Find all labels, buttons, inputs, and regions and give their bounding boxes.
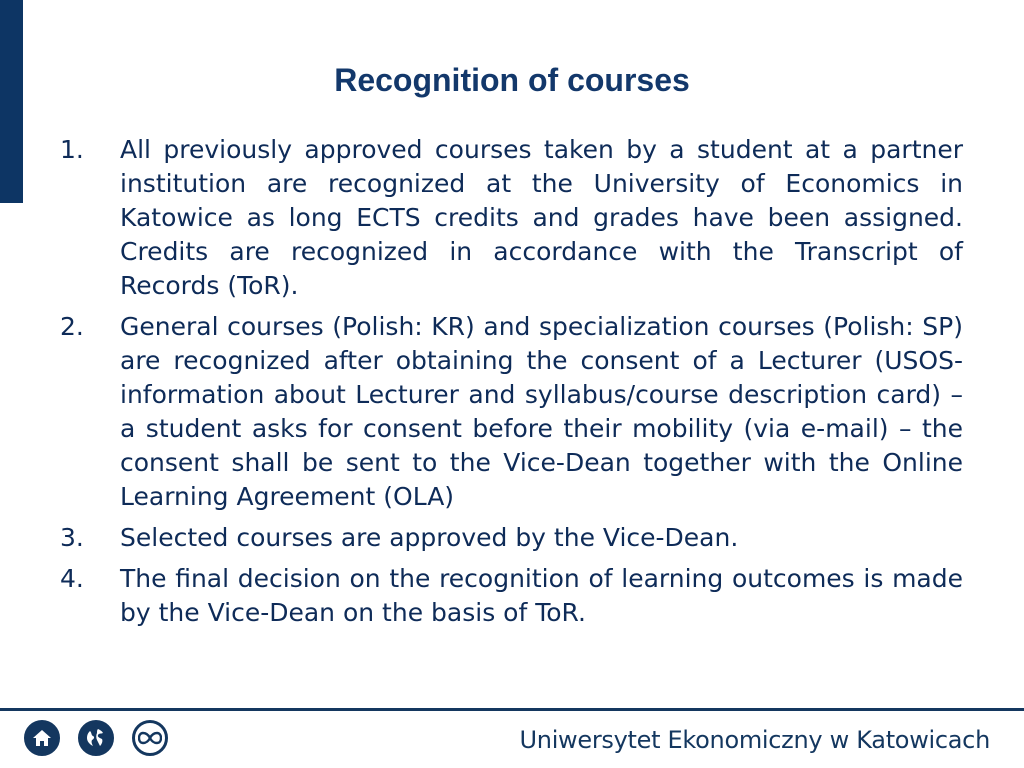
list-item	[60, 133, 963, 303]
globe-icon[interactable]	[78, 720, 114, 756]
list-item-number: 2.	[60, 312, 84, 341]
list-item-text: All previously approved courses taken by a student at a partner institution are recognized at the University of Economics in Katowice as long ECTS credits and grades have been assigned. Credits are recognized in accordance with the Transcript of Records (ToR).	[120, 135, 963, 300]
infinity-icon[interactable]	[132, 720, 168, 756]
recognition-list	[60, 133, 963, 637]
list-item-text: The final decision on the recognition of learning outcomes is made by the Vice-Dean on the basis of ToR.	[120, 564, 963, 627]
list-item-text: Selected courses are approved by the Vice-Dean.	[120, 523, 739, 552]
list-item-number: 4.	[60, 564, 84, 593]
university-name: Uniwersytet Ekonomiczny w Katowicach	[519, 726, 990, 754]
footer-icon-group	[24, 720, 168, 756]
list-item	[60, 521, 963, 555]
home-icon[interactable]	[24, 720, 60, 756]
list-item	[60, 310, 963, 514]
list-item	[60, 562, 963, 630]
slide-title: Recognition of courses	[334, 62, 690, 98]
list-item-number: 3.	[60, 523, 84, 552]
list-item-number: 1.	[60, 135, 84, 164]
list-item-text: General courses (Polish: KR) and specialization courses (Polish: SP) are recognized after obtaining the consent of a Lecturer (USOS- information about Lecturer and syllabus/course description card) – a student asks for consent before their mobility (via e-mail) – the consent shall be sent to the Vice-Dean together with the Online Learning Agreement (OLA)	[120, 312, 963, 511]
footer-divider	[0, 708, 1024, 711]
